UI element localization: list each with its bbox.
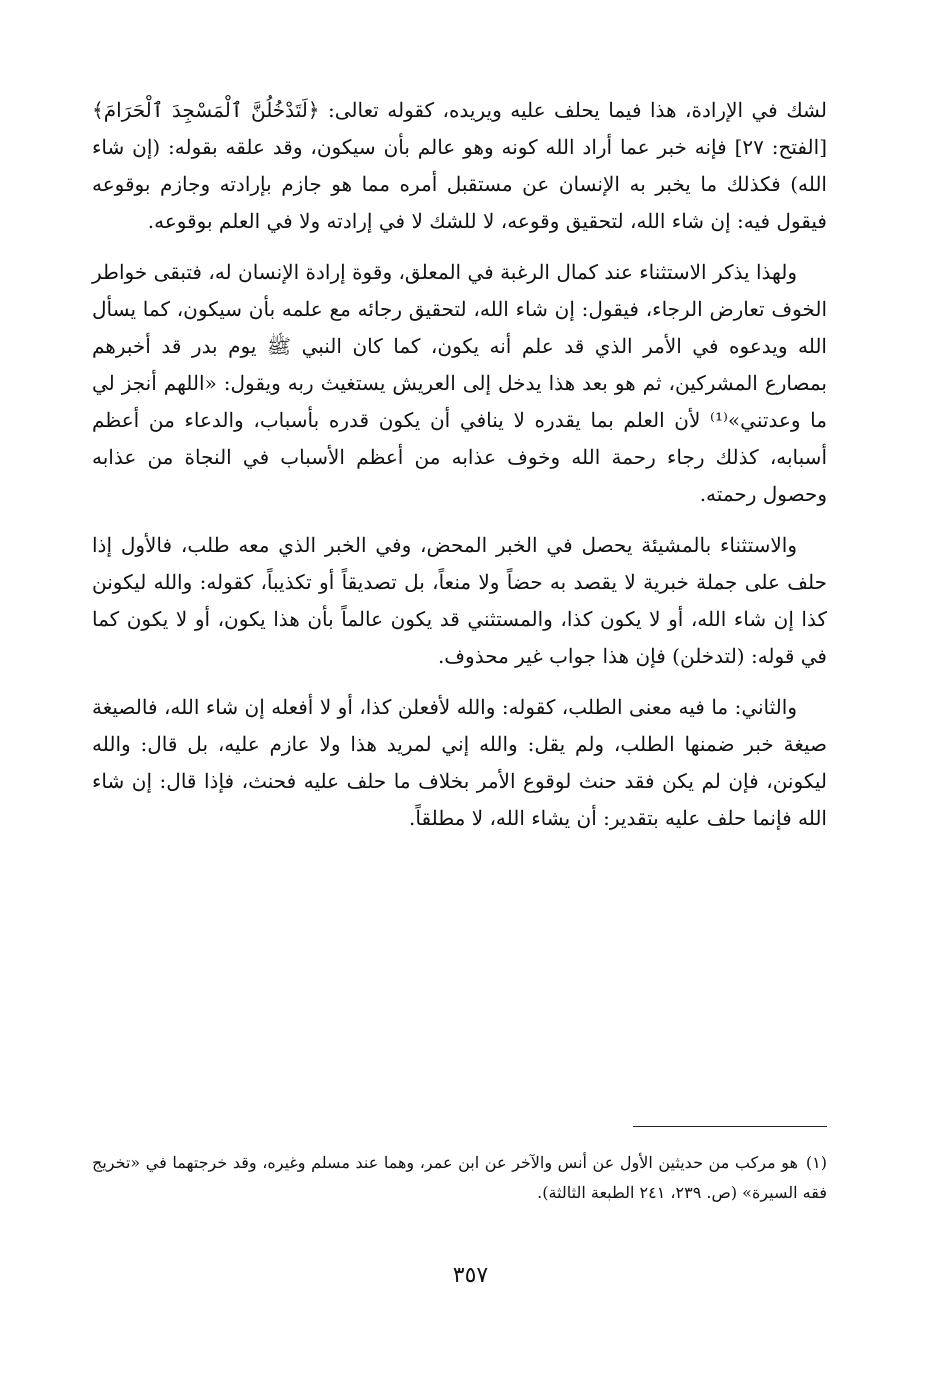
paragraph-4: والثاني: ما فيه معنى الطلب، كقوله: والله لأفعلن كذا، أو لا أفعله إن شاء الله، فالصيغة صيغة خبر ضمنها الطلب، ولم يقل: والله إني لمريد هذا ولا عازم عليه، بل قال: والله ليكونن، فإن لم يكن فقد حنث لوقوع الأمر بخلاف ما حلف عليه فحنث، فإذا قال: إن شاء الله فإنما حلف عليه بتقدير: أن يشاء الله، لا مطلقاً. [92, 695, 827, 830]
main-text [92, 92, 827, 837]
paragraph-3: والاستثناء بالمشيئة يحصل في الخبر المحض، وفي الخبر الذي معه طلب، فالأول إذا حلف على جملة خبرية لا يقصد به حضاً ولا منعاً، بل تصديقاً أو تكذيباً، كقوله: والله ليكونن كذا إن شاء الله، أو لا يكون كذا، والمستثني قد يكون عالماً بأن هذا يكون، أو لا يكون كما في قوله: (لتدخلن) فإن هذا جواب غير محذوف. [92, 533, 827, 668]
footnote-1 [92, 1148, 827, 1208]
footnotes [92, 1148, 827, 1208]
page-number: ٣٥٧ [452, 1263, 489, 1288]
footnote-text: هو مركب من حديثين الأول عن أنس والآخر عن ابن عمر، وهما عند مسلم وغيره، وقد خرجتهما في «تخريج فقه السيرة» (ص. ٢٣٩، ٢٤١ الطبعة الثالثة). [92, 1153, 827, 1202]
footnote-marker: (١) [805, 1153, 827, 1172]
paragraph-2: ولهذا يذكر الاستثناء عند كمال الرغبة في المعلق، وقوة إرادة الإنسان له، فتبقى خواطر الخوف تعارض الرجاء، فيقول: إن شاء الله، لتحقيق رجائه مع علمه بأن سيكون، كما يسأل الله ويدعوه في الأمر الذي قد علم أنه يكون، كما كان النبي ﷺ يوم بدر قد أخبرهم بمصارع المشركين، ثم هو بعد هذا يدخل إلى العريش يستغيث ربه ويقول: «اللهم أنجز لي ما وعدتني»⁽¹⁾ لأن العلم بما يقدره لا ينافي أن يكون قدره بأسباب، والدعاء من أعظم أسبابه، كذلك رجاء رحمة الله وخوف عذابه من أعظم الأسباب في النجاة من عذابه وحصول رحمته. [92, 260, 827, 506]
footnote-divider [633, 1126, 827, 1127]
paragraph-1: لشك في الإرادة، هذا فيما يحلف عليه ويريده، كقوله تعالى: ﴿لَتَدْخُلُنَّ ٱلْمَسْجِدَ ٱلْحَرَامَ﴾ [الفتح: ٢٧] فإنه خبر عما أراد الله كونه وهو عالم بأن سيكون، وقد علقه بقوله: (إن شاء الله) فكذلك ما يخبر به الإنسان عن مستقبل أمره مما هو جازم بإرادته وجازم بوقوعه فيقول فيه: إن شاء الله، لتحقيق وقوعه، لا للشك لا في إرادته ولا في العلم بوقوعه. [92, 98, 827, 233]
